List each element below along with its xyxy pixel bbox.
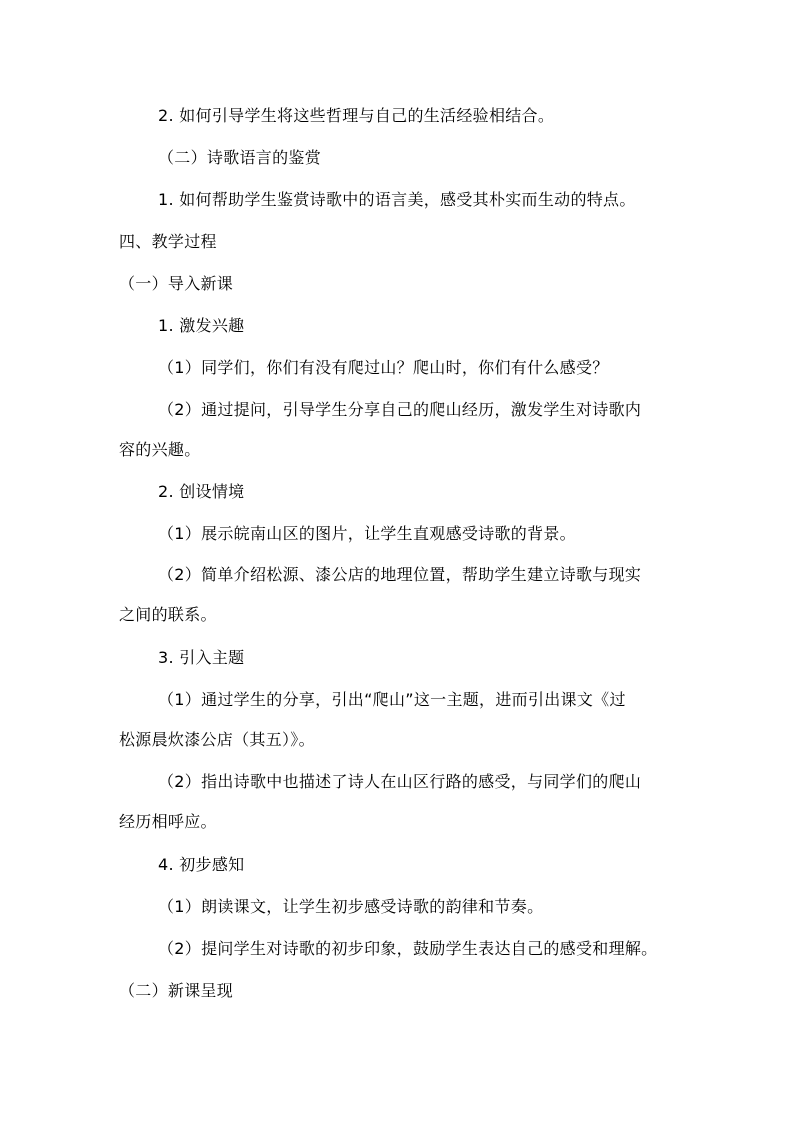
question-1-text: 1. 如何帮助学生鉴赏诗歌中的语言美，感受其朴实而生动的特点。 [158,190,636,209]
subsection-new-lesson: （二）新课呈现 [119,981,234,1000]
step-2-item-2: （2）简单介绍松源、漆公店的地理位置，帮助学生建立诗歌与现实 [158,565,642,584]
step-1-item-1: （1）同学们，你们有没有爬过山？爬山时，你们有什么感受？ [158,358,609,377]
step-2-heading: 2. 创设情境 [158,482,245,501]
subsection-language-appreciation: （二）诗歌语言的鉴赏 [158,148,322,167]
step-3-item-2-continued: 经历相呼应。 [119,812,217,831]
step-3-heading: 3. 引入主题 [158,648,245,667]
step-3-item-1: （1）通过学生的分享，引出“爬山”这一主题，进而引出课文《过 [158,690,626,709]
step-1-heading: 1. 激发兴趣 [158,316,245,335]
step-2-item-1: （1）展示皖南山区的图片，让学生直观感受诗歌的背景。 [158,524,576,543]
step-4-item-2: （2）提问学生对诗歌的初步印象，鼓励学生表达自己的感受和理解。 [158,939,658,958]
question-2-text: 2. 如何引导学生将这些哲理与自己的生活经验相结合。 [158,106,555,125]
subsection-introduction: （一）导入新课 [119,274,234,293]
step-1-item-2-continued: 容的兴趣。 [119,440,201,459]
section-heading-teaching-process: 四、教学过程 [119,232,217,251]
step-3-item-1-continued: 松源晨炊漆公店（其五）》。 [119,730,315,749]
step-3-item-2: （2）指出诗歌中也描述了诗人在山区行路的感受，与同学们的爬山 [158,772,642,791]
step-2-item-2-continued: 之间的联系。 [119,605,217,624]
step-4-heading: 4. 初步感知 [158,855,245,874]
step-4-item-1: （1）朗读课文，让学生初步感受诗歌的韵律和节奏。 [158,897,544,916]
step-1-item-2: （2）通过提问，引导学生分享自己的爬山经历，激发学生对诗歌内 [158,400,642,419]
